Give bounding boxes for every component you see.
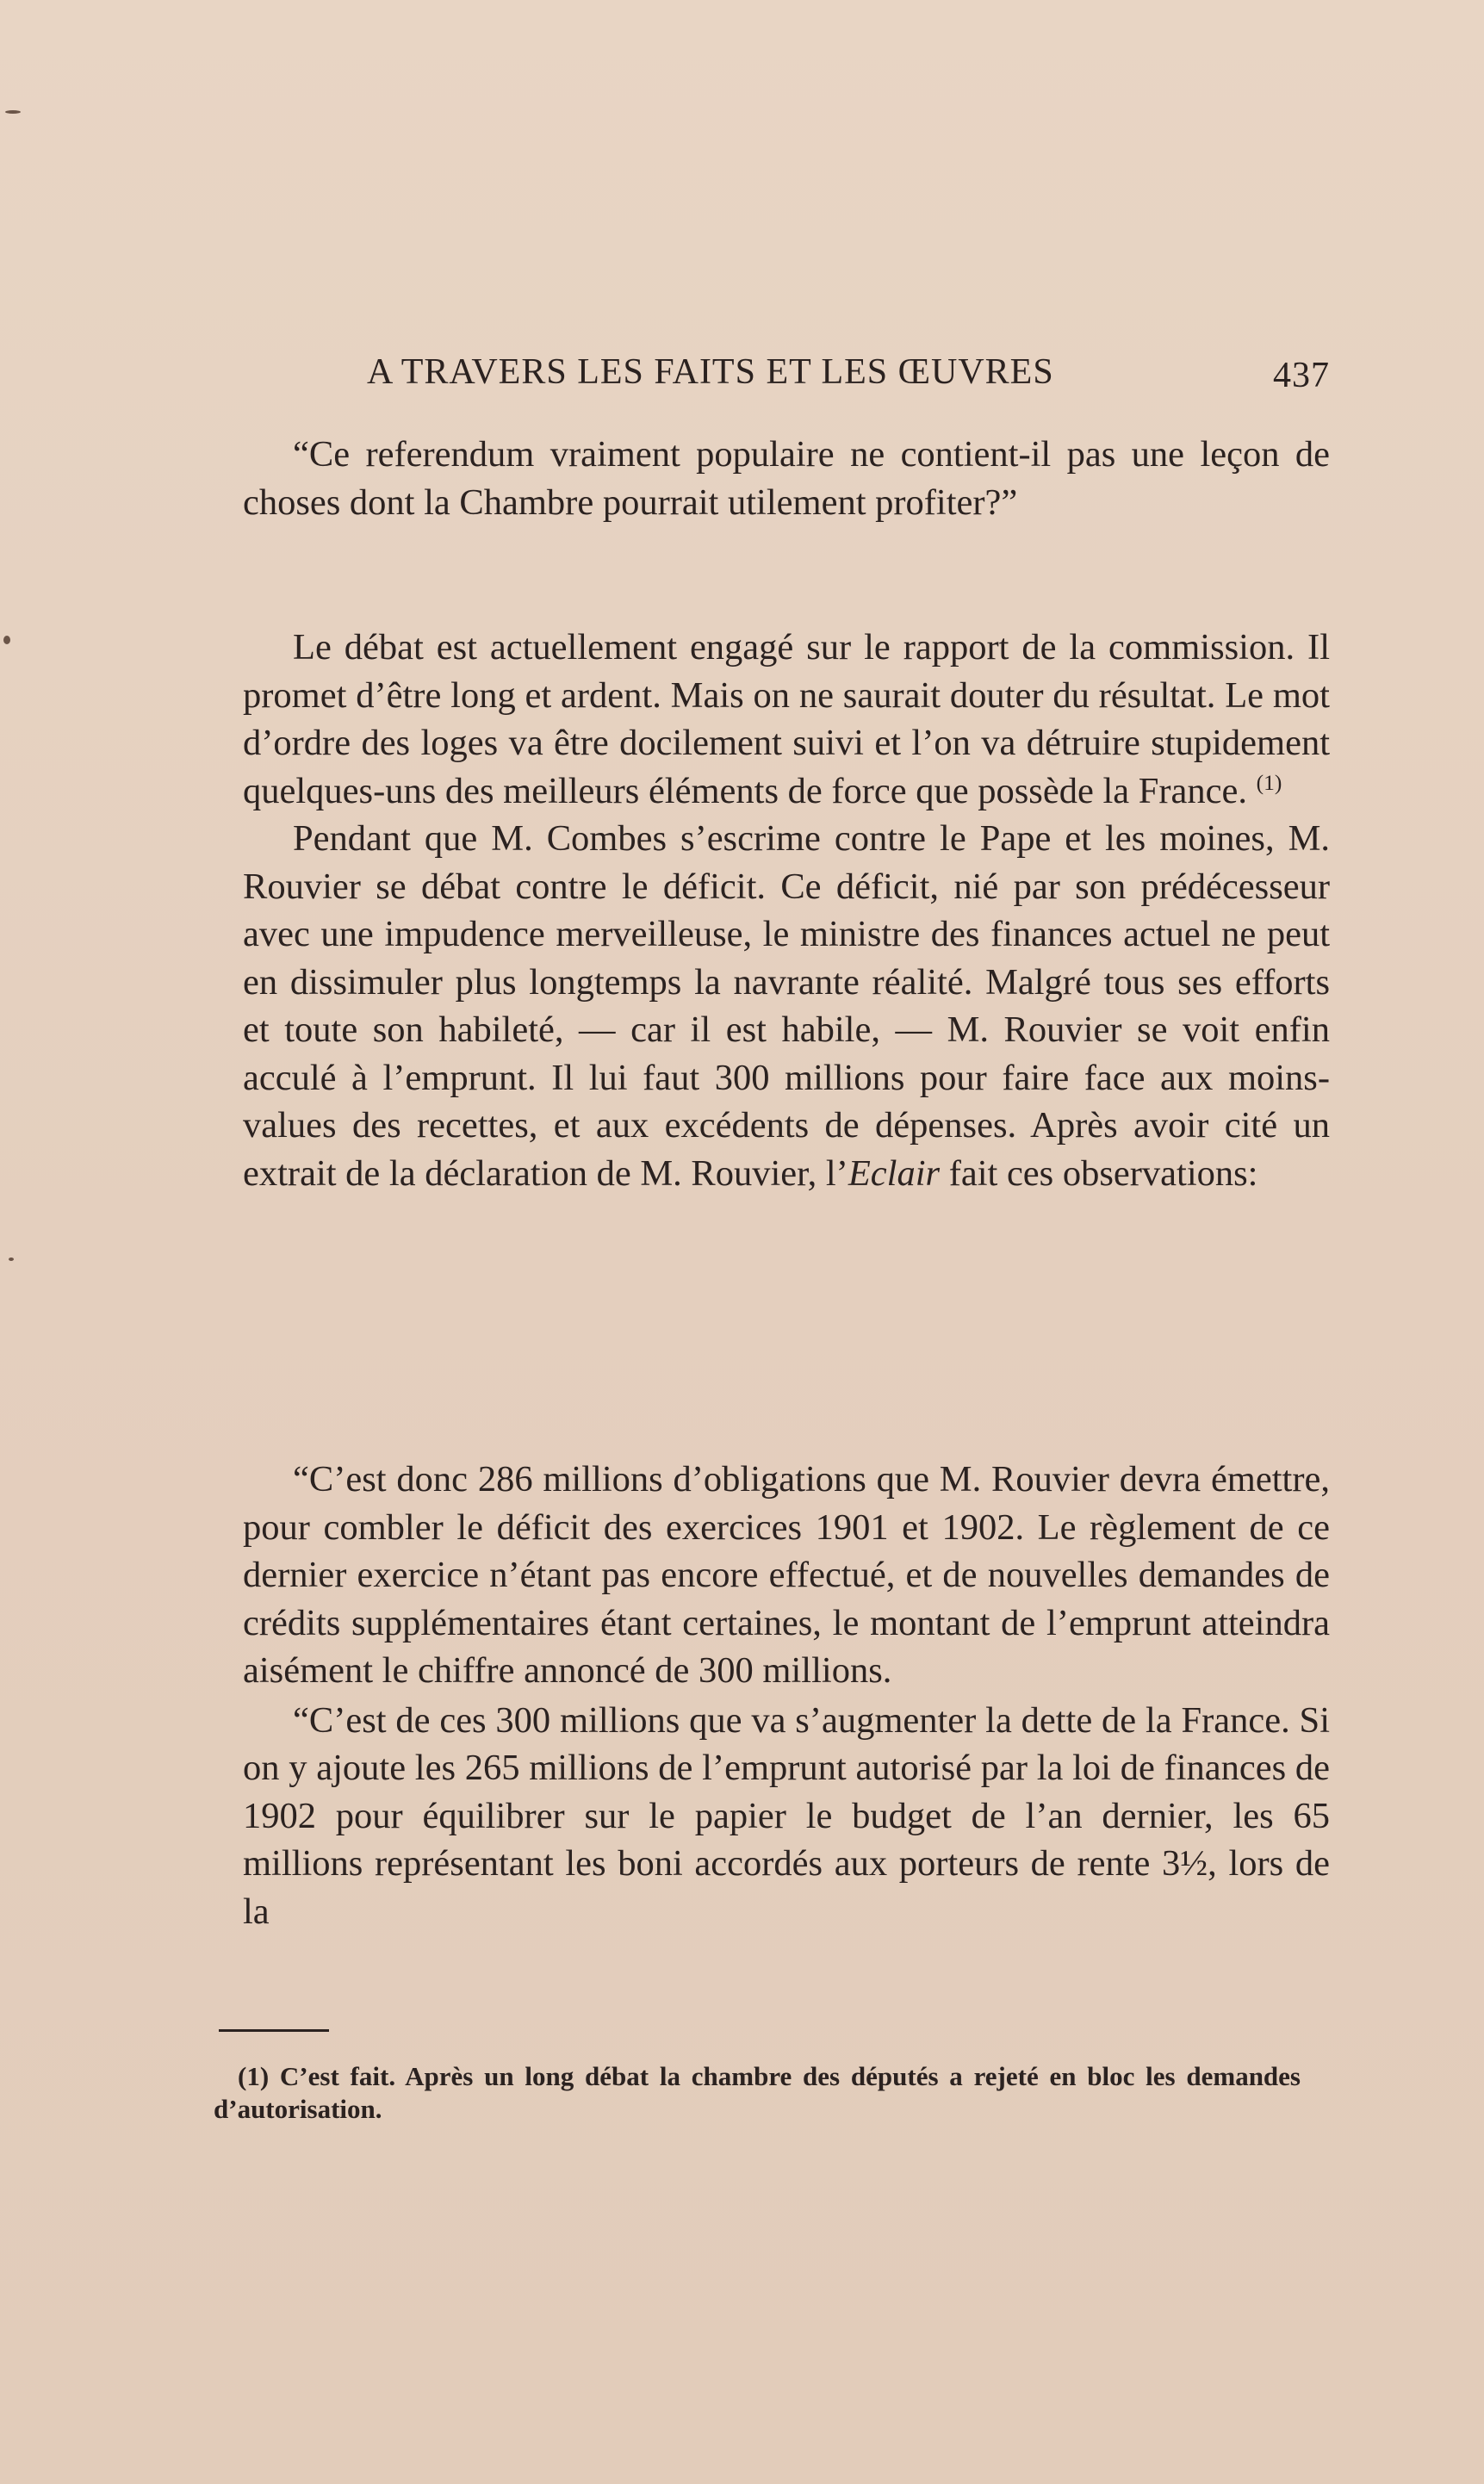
paragraph-quote-1: “Ce referendum vraiment populaire ne contient-il pas une leçon de choses dont la Chambre pourrait utilement profiter?” — [243, 434, 1330, 523]
footnote-reference: (1) — [1256, 769, 1282, 795]
body-text-top — [243, 431, 1330, 526]
body-text-middle — [243, 624, 1330, 1197]
paragraph-debat: Le débat est actuellement engagé sur le rapport de la commission. Il promet d’être long et ardent. Mais on ne saurait douter du résultat. Le mot d’ordre des loges va être docilement suivi et l’on va détruire stupidement quelques-uns des meilleurs éléments de force que possède la France. $^{(1)}$ — [243, 627, 1330, 811]
scan-speck — [5, 110, 21, 114]
scan-speck — [3, 636, 10, 644]
footnote: (1) C’est fait. Après un long débat la chambre des députés a rejeté en bloc les demandes d’autorisation. — [214, 2061, 1301, 2124]
running-title: A TRAVERS LES FAITS ET LES ŒUVRES — [367, 352, 1054, 392]
paragraph-rouvier: Pendant que M. Combes s’escrime contre le Pape et les moines, M. Rouvier se débat contre le déficit. Ce déficit, nié par son prédécesseur avec une impudence merveilleuse, le ministre des finances actuel ne peut en dissimuler plus longtemps la navrante réalité. Malgré tous ses efforts et toute son habileté, — car il est habile, — M. Rouvier se voit enfin acculé à l’emprunt. Il lui faut 300 millions pour faire face aux moins-values des recettes, et aux excédents de dépenses. Après avoir cité un extrait de la déclaration de M. Rouvier, l’Eclair fait ces observations: — [243, 818, 1330, 1194]
body-text-quote — [243, 1456, 1330, 1935]
paragraph-quote-2: “C’est donc 286 millions d’obligations que M. Rouvier devra émettre, pour combler le déficit des exercices 1901 et 1902. Le règlement de ce dernier exercice n’étant pas encore effectué, et de nouvelles demandes de crédits supplémentaires étant certaines, le montant de l’emprunt atteindra aisément le chiffre annoncé de 300 millions. — [243, 1459, 1330, 1691]
page-number: 437 — [1273, 356, 1330, 395]
newspaper-title: Eclair — [848, 1152, 941, 1194]
paragraph-quote-3: “C’est de ces 300 millions que va s’augmenter la dette de la France. Si on y ajoute les 265 millions de l’emprunt autorisé par la loi de finances de 1902 pour équilibrer sur le papier le budget de l’an dernier, les 65 millions représentant les boni accordés aux porteurs de rente 3½, lors de la — [243, 1699, 1330, 1932]
scan-speck — [9, 1258, 14, 1261]
footnote-separator — [219, 2029, 329, 2032]
